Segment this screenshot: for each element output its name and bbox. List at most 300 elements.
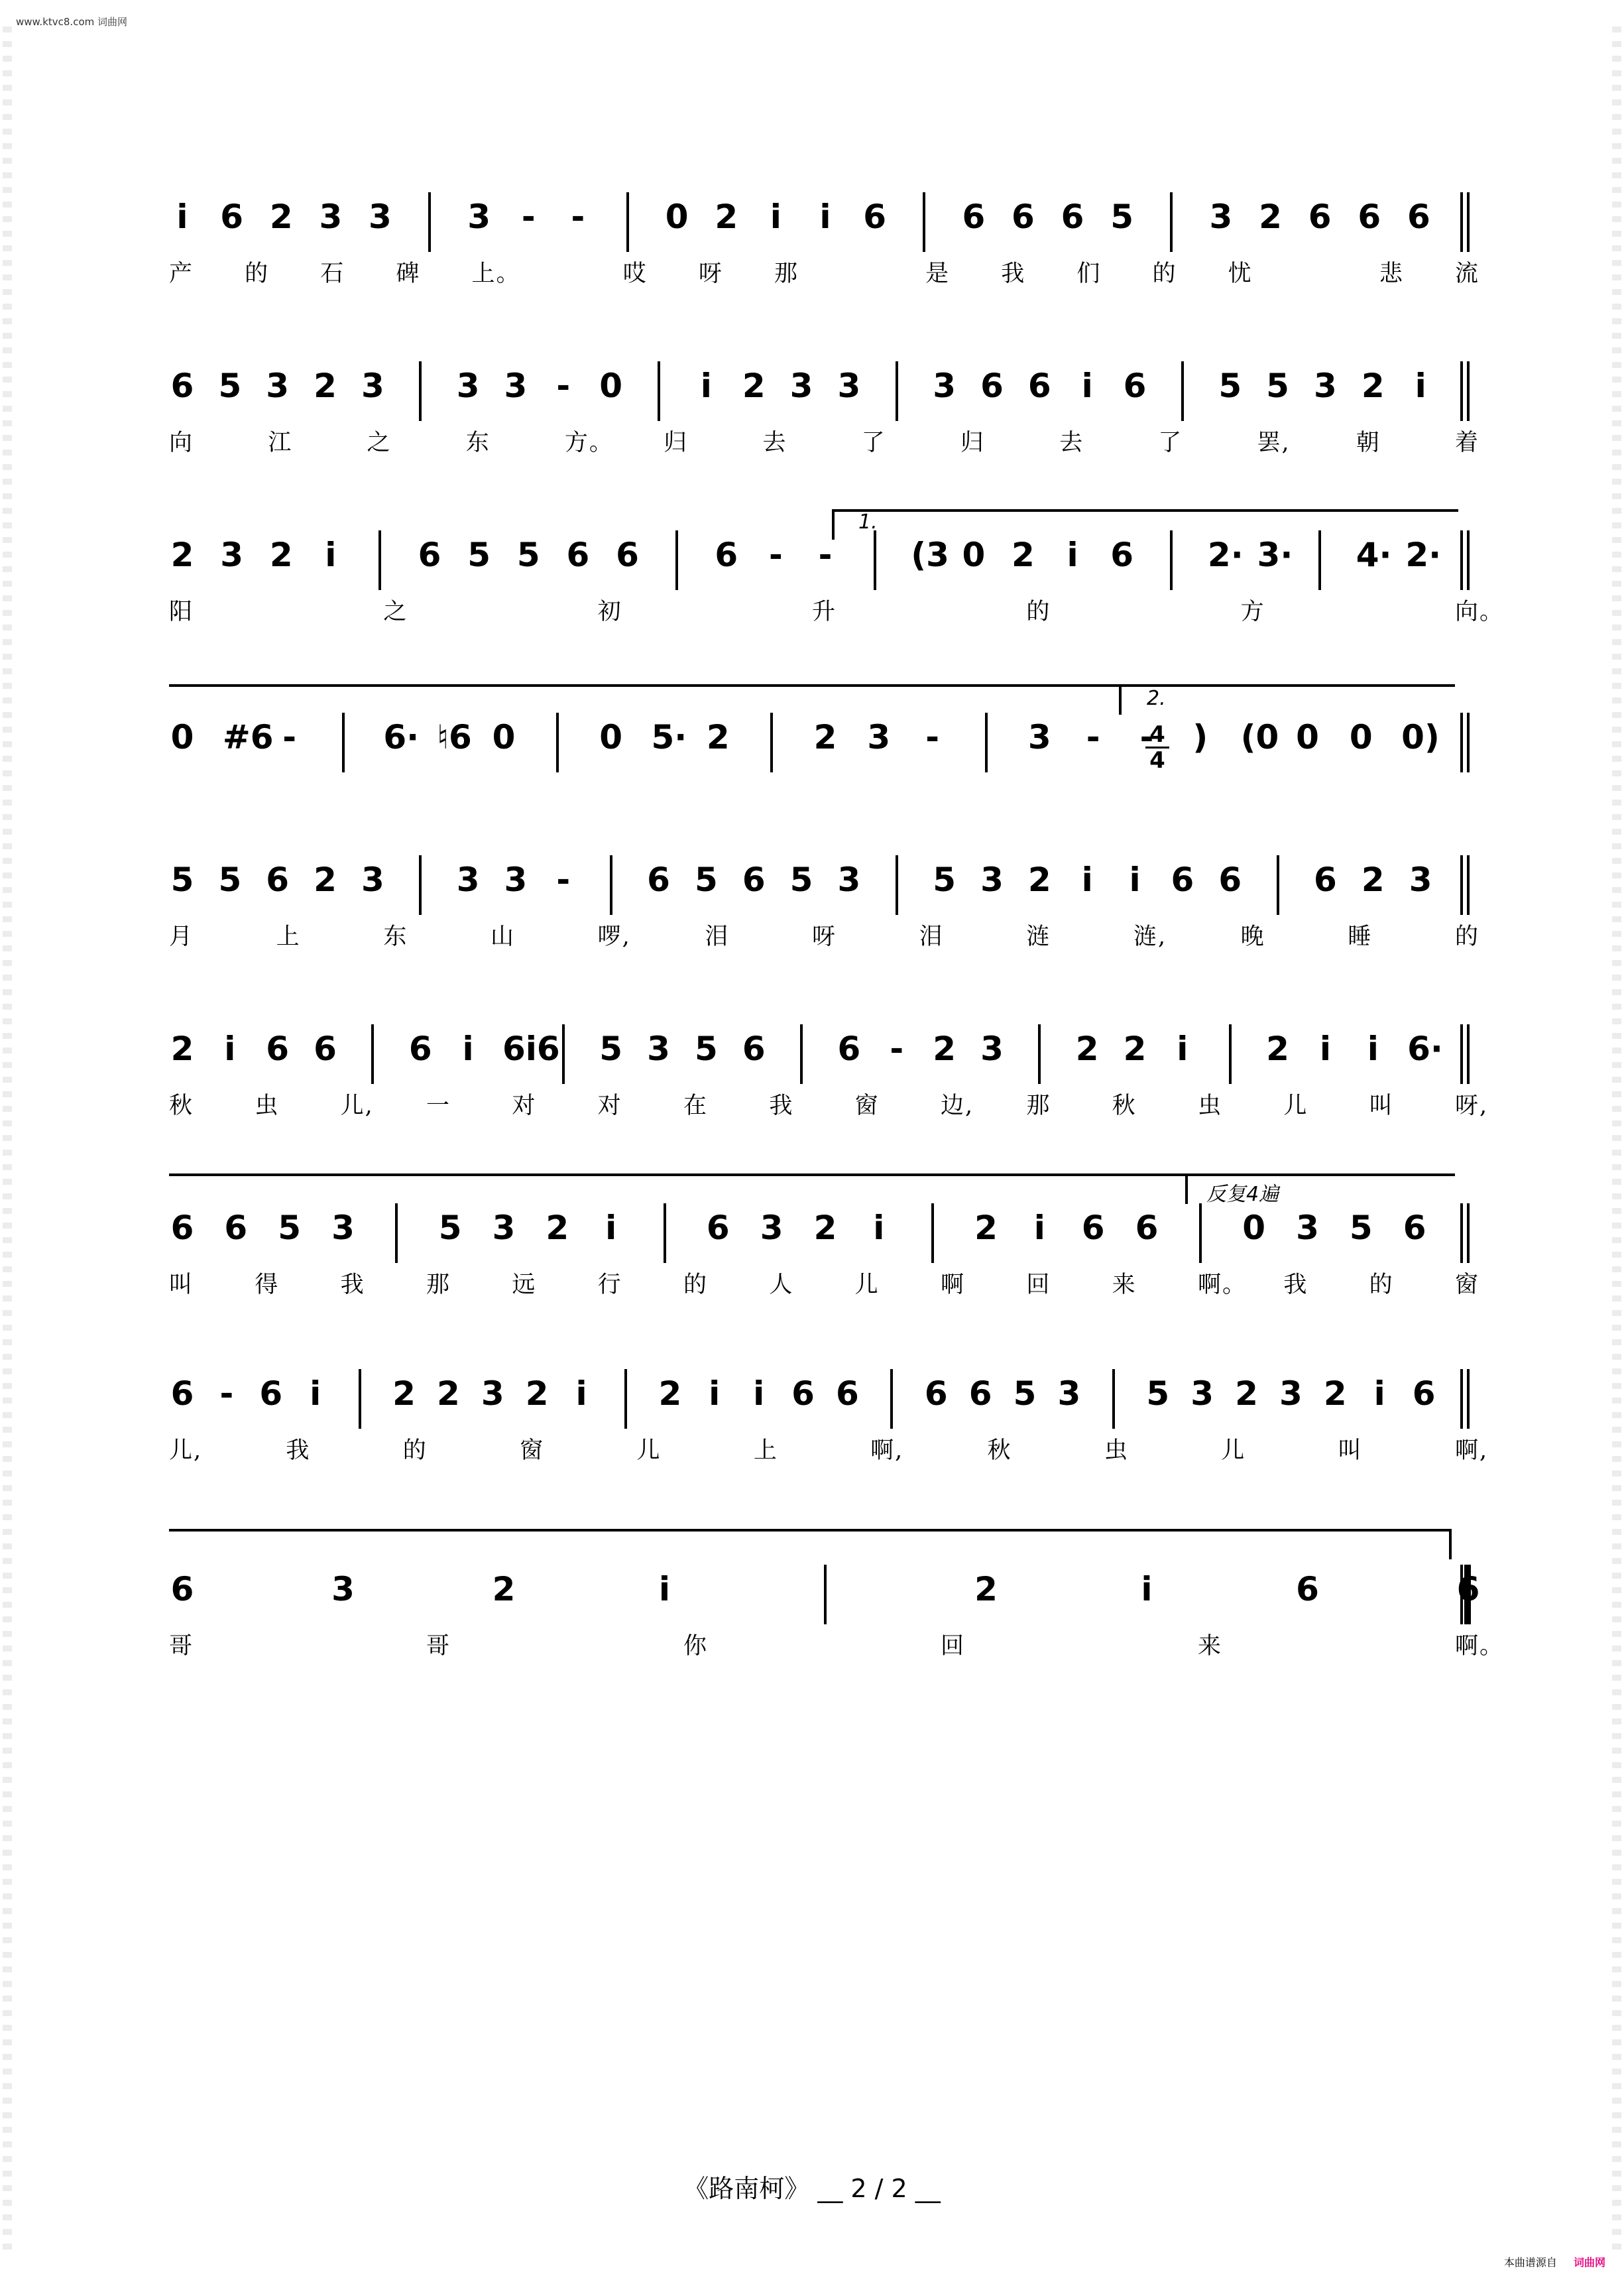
- note: 6: [170, 1570, 194, 1608]
- note: -: [1139, 718, 1154, 756]
- lyric-syllable: 啊,: [870, 1437, 904, 1464]
- note: -: [1086, 718, 1100, 756]
- lyric-syllable: 产: [169, 261, 194, 287]
- bar-line: [985, 713, 988, 772]
- note: 5: [1218, 367, 1242, 405]
- lyric-syllable: 朝: [1356, 430, 1381, 456]
- note: 6: [1171, 861, 1194, 899]
- bar-line: [824, 1565, 827, 1624]
- note: i: [575, 1374, 587, 1413]
- note: 3: [319, 198, 343, 236]
- line-end-bar: [1460, 361, 1463, 421]
- note: 6: [1081, 1209, 1105, 1247]
- note: 2: [974, 1570, 998, 1608]
- note: 6: [616, 536, 639, 574]
- lyric-syllable: 儿: [1221, 1437, 1246, 1464]
- bar-line: [931, 1203, 934, 1263]
- lyric-syllable: 得: [255, 1272, 280, 1298]
- note: 2: [436, 1374, 460, 1413]
- lyric-syllable: 东: [383, 924, 408, 950]
- lyric-syllable: 们: [1076, 261, 1102, 287]
- volta-2-line: [169, 684, 1455, 687]
- note: 3: [331, 1570, 355, 1608]
- note: 5: [1013, 1374, 1037, 1413]
- note: 3: [504, 861, 528, 899]
- lyric-syllable: 我: [1283, 1272, 1308, 1298]
- lyric-syllable: 我: [769, 1093, 794, 1119]
- notes-line: [0, 361, 1624, 421]
- note: 3: [980, 861, 1004, 899]
- note: -: [556, 367, 571, 405]
- bar-line: [1467, 1203, 1470, 1263]
- lyric-syllable: 向: [169, 430, 194, 456]
- lyric-syllable: 哥: [169, 1633, 194, 1659]
- lyric-syllable: 儿: [636, 1437, 662, 1464]
- lyric-syllable: 我: [340, 1272, 365, 1298]
- lyric-syllable: 虫: [1104, 1437, 1129, 1464]
- time-signature: [1145, 723, 1169, 772]
- note: 5: [933, 861, 957, 899]
- note: 0: [962, 536, 986, 574]
- bar-line: [1467, 530, 1470, 590]
- note: 5: [438, 1209, 462, 1247]
- note: 3: [266, 367, 290, 405]
- note: 6i6: [502, 1030, 560, 1068]
- note: 6: [791, 1374, 815, 1413]
- note: 6·: [383, 718, 420, 756]
- lyric-syllable: 了: [1158, 430, 1183, 456]
- lyric-syllable: 对: [597, 1093, 622, 1119]
- note: 2: [933, 1030, 957, 1068]
- note: i: [819, 198, 831, 236]
- note: i: [176, 198, 188, 236]
- note: -: [571, 198, 585, 236]
- repeat-bracket-tick: [1185, 1173, 1188, 1204]
- note: i: [709, 1374, 721, 1413]
- lyric-syllable: 那: [1026, 1093, 1051, 1119]
- note: 2: [525, 1374, 549, 1413]
- volta-1-line: [832, 509, 1458, 512]
- bar-line: [1229, 1024, 1232, 1084]
- lyric-syllable: 儿: [854, 1272, 880, 1298]
- note: 3: [361, 861, 384, 899]
- lyric-syllable: 归: [960, 430, 985, 456]
- note: -: [925, 718, 940, 756]
- note: i: [1141, 1570, 1153, 1608]
- note: -: [521, 198, 536, 236]
- note: 5: [1146, 1374, 1170, 1413]
- note: 2: [314, 861, 337, 899]
- source-text: 本曲谱源自: [1503, 2256, 1557, 2269]
- note: 2: [658, 1374, 682, 1413]
- lyric-syllable: 着: [1455, 430, 1480, 456]
- note: 2: [742, 367, 766, 405]
- note: 3: [789, 367, 813, 405]
- note: i: [325, 536, 337, 574]
- lyric-syllable: 的: [1026, 599, 1051, 625]
- note: (0: [1240, 718, 1279, 756]
- line-end-bar: [1460, 855, 1463, 915]
- lyric-syllable: 儿,: [169, 1437, 203, 1464]
- lyric-syllable: 儿: [1283, 1093, 1308, 1119]
- final-repeat-bar: [1460, 1565, 1471, 1624]
- note: i: [1081, 367, 1093, 405]
- note: 5: [1349, 1209, 1373, 1247]
- lyric-syllable: 虫: [255, 1093, 280, 1119]
- bar-line: [624, 1369, 627, 1429]
- note: 6: [1218, 861, 1242, 899]
- note: 6: [962, 198, 986, 236]
- note: 2: [813, 718, 837, 756]
- lyric-syllable: 叫: [1369, 1093, 1394, 1119]
- bar-line: [1038, 1024, 1041, 1084]
- bar-line: [371, 1024, 374, 1084]
- note: 2: [392, 1374, 416, 1413]
- lyric-syllable: 碑: [396, 261, 421, 287]
- lyric-syllable: 上: [276, 924, 301, 950]
- note: 2: [170, 536, 194, 574]
- volta-2-tick: [1119, 684, 1122, 715]
- note: 5·: [651, 718, 687, 756]
- line-end-bar: [1460, 192, 1463, 252]
- bar-line: [664, 1203, 666, 1263]
- lyric-syllable: 向。: [1455, 599, 1505, 625]
- note: 2: [813, 1209, 837, 1247]
- lyric-syllable: 回: [941, 1633, 966, 1659]
- lyric-syllable: 啊。: [1455, 1633, 1505, 1659]
- lyric-syllable: 石: [320, 261, 345, 287]
- lyric-syllable: 是: [925, 261, 951, 287]
- note: 6: [220, 198, 243, 236]
- note: 6: [1456, 1570, 1480, 1608]
- note: 0: [1349, 718, 1373, 756]
- note: 6: [1358, 198, 1381, 236]
- lyric-syllable: 哥: [426, 1633, 451, 1659]
- note: i: [1129, 861, 1141, 899]
- lyric-syllable: 睡: [1348, 924, 1373, 950]
- note: 0): [1401, 718, 1440, 756]
- note: 6·: [1407, 1030, 1443, 1068]
- lyric-syllable: 边,: [941, 1093, 974, 1119]
- lyric-syllable: 对: [512, 1093, 537, 1119]
- note: 2: [492, 1570, 516, 1608]
- site-watermark: www.ktvc8.com 词曲网: [16, 16, 128, 28]
- bar-line: [1318, 530, 1321, 590]
- bar-line: [1170, 530, 1173, 590]
- note: 3: [980, 1030, 1004, 1068]
- note: 3: [837, 861, 861, 899]
- note: 2: [1235, 1374, 1258, 1413]
- bar-line: [378, 530, 381, 590]
- lyric-syllable: 那: [774, 261, 799, 287]
- note: 6: [924, 1374, 948, 1413]
- note: 5: [694, 1030, 718, 1068]
- note: 0: [1296, 718, 1319, 756]
- note: 2: [1027, 861, 1051, 899]
- note: 3: [933, 367, 957, 405]
- bar-line: [419, 855, 422, 915]
- note: 6: [566, 536, 590, 574]
- notes-line: [0, 713, 1624, 772]
- note: 6: [980, 367, 1004, 405]
- lyric-syllable: 秋: [1112, 1093, 1137, 1119]
- note: 6: [1027, 367, 1051, 405]
- bar-line: [1467, 855, 1470, 915]
- bar-line: [610, 855, 612, 915]
- line-end-bar: [1460, 530, 1463, 590]
- time-signature-bottom: 4: [1145, 747, 1169, 772]
- note: 6: [1135, 1209, 1159, 1247]
- bar-line: [1467, 713, 1470, 772]
- bar-line: [428, 192, 431, 252]
- note: 4·: [1356, 536, 1392, 574]
- note: 3: [1027, 718, 1051, 756]
- note: i: [1415, 367, 1426, 405]
- notes-line: [0, 1024, 1624, 1084]
- note: i: [1319, 1030, 1331, 1068]
- note: 2: [974, 1209, 998, 1247]
- lyrics-line: [0, 424, 1624, 457]
- bar-line: [675, 530, 678, 590]
- bar-line: [923, 192, 925, 252]
- repeat-count-label: 反复4遍: [1206, 1183, 1279, 1206]
- note: 5: [789, 861, 813, 899]
- note: i: [1033, 1209, 1045, 1247]
- note: 3: [1057, 1374, 1081, 1413]
- lyric-syllable: 江: [268, 430, 293, 456]
- bar-line: [1199, 1203, 1202, 1263]
- note: i: [1067, 536, 1078, 574]
- note: 0: [599, 367, 623, 405]
- note: i: [1177, 1030, 1189, 1068]
- bar-line: [1467, 1024, 1470, 1084]
- lyric-syllable: 啊,: [1455, 1437, 1489, 1464]
- note: 5: [218, 861, 242, 899]
- lyric-syllable: 行: [597, 1272, 622, 1298]
- note: i: [1373, 1374, 1385, 1413]
- lyric-syllable: 的: [1455, 924, 1480, 950]
- note: 0: [1242, 1209, 1266, 1247]
- lyric-syllable: 来: [1198, 1633, 1223, 1659]
- lyric-syllable: 阳: [169, 599, 194, 625]
- lyric-syllable: 了: [861, 430, 886, 456]
- note: 2: [1075, 1030, 1099, 1068]
- line-end-bar: [1460, 1024, 1463, 1084]
- note: 6: [418, 536, 441, 574]
- note: 6: [742, 1030, 766, 1068]
- lyric-syllable: 啊。: [1198, 1272, 1247, 1298]
- note: 5: [599, 1030, 623, 1068]
- lyrics-line: [0, 593, 1624, 627]
- note: 5: [516, 536, 540, 574]
- lyric-syllable: 呀: [698, 261, 723, 287]
- song-title: 《路南柯》: [683, 2174, 810, 2203]
- lyric-syllable: 流: [1455, 261, 1480, 287]
- note: 6: [837, 1030, 861, 1068]
- note: -: [556, 861, 571, 899]
- lyric-syllable: 秋: [169, 1093, 194, 1119]
- lyric-syllable: 叫: [1338, 1437, 1363, 1464]
- lyric-syllable: 的: [402, 1437, 428, 1464]
- note: 3: [369, 198, 392, 236]
- note: 3: [331, 1209, 355, 1247]
- lyric-syllable: 那: [426, 1272, 451, 1298]
- note: 2: [706, 718, 730, 756]
- lyric-syllable: 去: [1059, 430, 1084, 456]
- lyrics-line: [0, 1432, 1624, 1465]
- lyric-syllable: 来: [1112, 1272, 1137, 1298]
- lyric-syllable: 一: [426, 1093, 451, 1119]
- note: i: [873, 1209, 885, 1247]
- note: 3·: [1257, 536, 1293, 574]
- note: 5: [1266, 367, 1289, 405]
- note: 2·: [1405, 536, 1442, 574]
- note: 6: [968, 1374, 992, 1413]
- bar-line: [626, 192, 629, 252]
- notes-line: [0, 192, 1624, 252]
- note: i: [770, 198, 782, 236]
- lyric-syllable: 的: [683, 1272, 709, 1298]
- note: 2: [1012, 536, 1035, 574]
- lyric-syllable: 东: [465, 430, 491, 456]
- lyric-syllable: 哎: [622, 261, 648, 287]
- lyric-syllable: 的: [1152, 261, 1177, 287]
- note: 3: [1314, 367, 1337, 405]
- note: 3: [220, 536, 243, 574]
- repeat-bracket-line: [169, 1173, 1455, 1176]
- left-watermark-strip: [3, 27, 12, 2254]
- note: -: [768, 536, 783, 574]
- note: 0: [665, 198, 689, 236]
- lyric-syllable: 忧: [1228, 261, 1253, 287]
- bar-line: [874, 530, 876, 590]
- bar-line: [395, 1203, 398, 1263]
- note: i: [462, 1030, 474, 1068]
- note: i: [700, 367, 712, 405]
- note: 3: [467, 198, 491, 236]
- note: 2: [269, 198, 293, 236]
- note: #6: [222, 718, 274, 756]
- lyric-syllable: 山: [491, 924, 516, 950]
- note: 5: [218, 367, 242, 405]
- lyrics-line: [0, 255, 1624, 288]
- lyrics-line: [0, 1628, 1624, 1661]
- lyric-syllable: 你: [683, 1633, 709, 1659]
- lyric-syllable: 方。: [564, 430, 614, 456]
- note: 6: [1407, 198, 1430, 236]
- lyric-syllable: 的: [1369, 1272, 1394, 1298]
- note: 3: [504, 367, 528, 405]
- bar-line: [658, 361, 660, 421]
- bar-line: [1467, 1369, 1470, 1429]
- lyric-syllable: 涟,: [1133, 924, 1167, 950]
- note: 2: [1123, 1030, 1147, 1068]
- note: 6: [1012, 198, 1035, 236]
- note: 6: [1403, 1209, 1426, 1247]
- page-footer: [0, 2168, 1624, 2204]
- notes-line: [0, 855, 1624, 915]
- note: i: [1367, 1030, 1379, 1068]
- note: 2: [1361, 367, 1385, 405]
- note: i: [753, 1374, 765, 1413]
- note: 3: [361, 367, 384, 405]
- notes-line: [0, 1203, 1624, 1263]
- lyric-syllable: 窗: [854, 1093, 880, 1119]
- note: 5: [694, 861, 718, 899]
- note: 3: [1279, 1374, 1303, 1413]
- lyrics-line: [0, 1266, 1624, 1299]
- note: 2: [1323, 1374, 1347, 1413]
- right-watermark-strip: [1612, 27, 1621, 2254]
- note: 6: [742, 861, 766, 899]
- lyric-syllable: 呀: [812, 924, 837, 950]
- notes-line: [0, 1565, 1624, 1624]
- note: 6: [1110, 536, 1134, 574]
- note: 2: [269, 536, 293, 574]
- lyric-syllable: 方: [1240, 599, 1265, 625]
- lyric-syllable: 涟: [1026, 924, 1051, 950]
- lyric-syllable: 秋: [987, 1437, 1012, 1464]
- note: i: [224, 1030, 236, 1068]
- bar-line: [342, 713, 345, 772]
- bar-line: [359, 1369, 361, 1429]
- note: 2·: [1207, 536, 1244, 574]
- lyric-syllable: 人: [769, 1272, 794, 1298]
- note: 0: [170, 718, 194, 756]
- bar-line: [1277, 855, 1279, 915]
- lyric-syllable: 叫: [169, 1272, 194, 1298]
- note: 3: [1296, 1209, 1319, 1247]
- note: -: [818, 536, 833, 574]
- note: 6: [1123, 367, 1147, 405]
- lyric-syllable: 上。: [471, 261, 521, 287]
- lyric-syllable: 归: [664, 430, 689, 456]
- note: 2: [1361, 861, 1385, 899]
- lyric-syllable: 去: [762, 430, 787, 456]
- lyric-syllable: 我: [1001, 261, 1026, 287]
- last-bracket-line: [169, 1529, 1452, 1532]
- lyric-syllable: 上: [753, 1437, 778, 1464]
- lyric-syllable: 虫: [1198, 1093, 1223, 1119]
- note: -: [282, 718, 297, 756]
- note: 2: [1259, 198, 1282, 236]
- note: 6: [1061, 198, 1084, 236]
- note: 6: [1308, 198, 1332, 236]
- note: 3: [647, 1030, 670, 1068]
- note: ♮6: [437, 718, 472, 756]
- lyric-syllable: 之: [367, 430, 392, 456]
- note: 6: [715, 536, 738, 574]
- lyric-syllable: 晚: [1240, 924, 1265, 950]
- lyric-syllable: 之: [383, 599, 408, 625]
- note: 6: [1314, 861, 1337, 899]
- time-signature-top: 4: [1149, 721, 1165, 748]
- volta-1-label: 1.: [858, 511, 878, 534]
- notes-line: [0, 530, 1624, 590]
- note: 6: [170, 1374, 194, 1413]
- lyric-syllable: 悲: [1379, 261, 1404, 287]
- lyric-syllable: 儿,: [340, 1093, 374, 1119]
- note: 6: [863, 198, 886, 236]
- lyric-syllable: 罢,: [1257, 430, 1291, 456]
- last-bracket-tick: [1449, 1529, 1452, 1559]
- note: 3: [456, 367, 480, 405]
- note: 6: [170, 1209, 194, 1247]
- note: 0: [492, 718, 516, 756]
- lyric-syllable: 泪: [919, 924, 944, 950]
- lyric-syllable: 回: [1026, 1272, 1051, 1298]
- source-brand: 词曲网: [1573, 2256, 1605, 2269]
